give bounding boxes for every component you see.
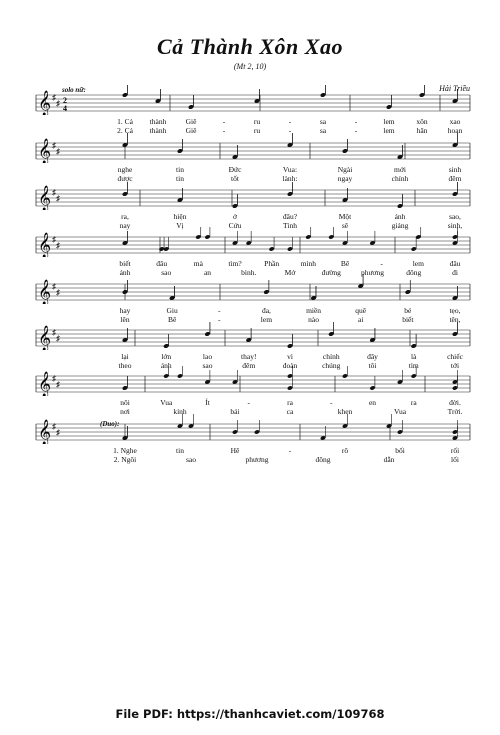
sharp-icon: ♯ (52, 235, 56, 244)
scripture-reference: (Mt 2, 10) (233, 62, 267, 71)
lyric-syllable: Cứu (228, 221, 242, 230)
lyric-syllable: tên, (449, 315, 461, 324)
lyric-syllable: Vị (176, 221, 184, 230)
lyric-syllable: Phần (264, 259, 280, 268)
treble-clef-icon: 𝄞 (38, 280, 52, 304)
lyric-syllable: lem (412, 259, 424, 268)
lyric-syllable: 2. Ngôi (113, 455, 137, 464)
lyric-syllable: an (203, 268, 212, 277)
lyric-syllable: lem (260, 315, 273, 324)
lyric-syllable: đi (452, 268, 458, 277)
sharp-icon: ♯ (56, 334, 60, 343)
lyric-syllable: ra, (121, 212, 129, 221)
lyric-syllable: Bê (340, 259, 350, 268)
music-system (0, 320, 500, 370)
lyric-syllable: 2. Cả (117, 126, 133, 135)
lyric-syllable: phương (360, 268, 385, 277)
solo-direction: solo nữ: (62, 86, 86, 94)
lyric-syllable: nơi (120, 407, 130, 416)
lyric-syllable: tìm (408, 361, 419, 370)
lyric-syllable: - (288, 446, 292, 455)
sharp-icon: ♯ (52, 188, 56, 197)
lyric-syllable: sẽ (341, 221, 349, 230)
lyric-syllable: Vua: (282, 165, 298, 174)
lyric-syllable: sinh, (447, 221, 463, 230)
lyric-syllable: kính (173, 407, 187, 416)
lyric-syllable: Vua (160, 398, 173, 407)
sharp-icon: ♯ (52, 374, 56, 383)
lyric-syllable: lớn (161, 352, 172, 361)
lyric-syllable: ngay (337, 174, 353, 183)
lyric-syllable: đêm (242, 361, 256, 370)
lyric-syllable: chính (322, 352, 340, 361)
lyric-syllable: ánh (160, 361, 172, 370)
lyric-syllable: quê (355, 306, 367, 315)
lyric-syllable: thành (149, 117, 167, 126)
lyric-syllable: bái (230, 407, 240, 416)
music-system (0, 227, 500, 277)
lyric-syllable: tìm? (228, 259, 242, 268)
lyric-syllable: - (330, 398, 333, 407)
staff (0, 133, 500, 163)
lyric-syllable: theo (118, 361, 132, 370)
lyric-syllable: - (218, 315, 221, 324)
lyric-syllable: - (222, 117, 226, 126)
lyric-syllable: biết (402, 315, 414, 324)
lyric-syllable: đời. (449, 398, 461, 407)
lyric-syllable: sao (186, 455, 196, 464)
lyric-syllable: ánh (394, 212, 406, 221)
lyric-syllable: lối (451, 455, 459, 464)
treble-clef-icon: 𝄞 (38, 139, 52, 163)
lyric-syllable: lem (383, 117, 395, 126)
lyric-syllable: Tinh (283, 221, 297, 230)
lyric-syllable: ở (233, 212, 237, 221)
lyric-syllable: đông (315, 455, 331, 464)
lyric-syllable: en (368, 398, 377, 407)
lyric-syllable: bình. (241, 268, 257, 277)
lyric-syllable: nghe (117, 165, 133, 174)
lyric-syllable: đâu? (282, 212, 298, 221)
lyric-syllable: Vua (393, 407, 407, 416)
music-system (0, 366, 500, 416)
sharp-icon: ♯ (52, 141, 56, 150)
lyric-syllable: đường (321, 268, 341, 277)
time-signature-bottom: 4 (63, 104, 67, 113)
lyric-syllable: sa (319, 117, 327, 126)
lyric-syllable: hân (416, 126, 428, 135)
lyric-syllable: - (288, 117, 292, 126)
staff (0, 414, 500, 444)
lyric-syllable: 1. Cả (117, 117, 133, 126)
lyric-syllable: tin (176, 446, 184, 455)
lyric-syllable: xôn (416, 117, 428, 126)
lyric-syllable: chúng (322, 361, 341, 370)
sharp-icon: ♯ (52, 282, 56, 291)
lyric-syllable: tin (176, 165, 184, 174)
sharp-icon: ♯ (52, 93, 56, 102)
lyric-syllable: - (288, 126, 292, 135)
lyric-syllable: nôi (120, 398, 130, 407)
lyric-syllable: đâu (156, 259, 168, 268)
lyric-syllable: tẹo, (449, 306, 461, 315)
lyric-syllable: hiện (173, 212, 187, 221)
lyric-syllable: Giu (166, 306, 178, 315)
lyric-syllable: hay (119, 306, 131, 315)
lyric-syllable: nào (308, 315, 319, 324)
lyric-syllable: đoàn (282, 361, 298, 370)
lyric-syllable: được (117, 174, 133, 183)
lyric-syllable: đâu (449, 259, 461, 268)
lyric-syllable: sao (161, 268, 172, 277)
sharp-icon: ♯ (56, 380, 60, 389)
lyric-syllable: bối (395, 446, 405, 455)
lyric-syllable: dẫn (383, 455, 395, 464)
lyric-syllable: Giê (185, 126, 197, 135)
lyric-syllable: đa, (261, 306, 271, 315)
staff (0, 227, 500, 257)
lyric-syllable: Ít (205, 398, 210, 407)
lyric-syllable: ru (253, 117, 261, 126)
sharp-icon: ♯ (52, 328, 56, 337)
lyric-syllable: nay (119, 221, 131, 230)
lyric-syllable: Mở (284, 268, 296, 277)
time-signature-top: 2 (63, 96, 67, 105)
footer-link[interactable]: File PDF: https://thanhcaviet.com/109768 (115, 707, 385, 721)
lyric-syllable: tin (176, 174, 184, 183)
sharp-icon: ♯ (56, 194, 60, 203)
lyric-syllable: phương (245, 455, 269, 464)
lyric-syllable: - (354, 117, 358, 126)
lyric-syllable: Ngài (337, 165, 353, 174)
lyric-syllable: Đức (228, 165, 242, 174)
staff (0, 274, 500, 304)
lyric-syllable: Bê (167, 315, 177, 324)
sharp-icon: ♯ (56, 99, 60, 108)
lyric-syllable: đêm (448, 174, 462, 183)
lyric-syllable: xao (449, 117, 461, 126)
lyric-syllable: khen (337, 407, 353, 416)
sharp-icon: ♯ (56, 241, 60, 250)
lyric-syllable: hoan (447, 126, 463, 135)
lyric-syllable: tới (450, 361, 460, 370)
lyric-syllable: thành (149, 126, 167, 135)
staff (0, 366, 500, 396)
music-system (0, 180, 500, 230)
lyric-syllable: biết (119, 259, 131, 268)
lyric-syllable: sao, (449, 212, 461, 221)
lyric-syllable: lên (120, 315, 130, 324)
lyric-syllable: mới (394, 165, 406, 174)
lyric-syllable: là (411, 352, 417, 361)
lyric-syllable: Một (338, 212, 352, 221)
sharp-icon: ♯ (56, 428, 60, 437)
music-system (0, 133, 500, 183)
lyric-syllable: ra (287, 398, 293, 407)
lyric-syllable: mình (300, 259, 317, 268)
lyric-syllable: - (222, 126, 226, 135)
lyric-syllable: lem (383, 126, 395, 135)
music-system (0, 414, 500, 464)
lyric-syllable: sao (202, 361, 213, 370)
lyric-syllable: - (218, 306, 221, 315)
lyric-syllable: Hê (230, 446, 240, 455)
staff (0, 180, 500, 210)
treble-clef-icon: 𝄞 (38, 91, 52, 115)
lyric-syllable: lành: (282, 174, 298, 183)
song-title: Cả Thành Xôn Xao (157, 34, 343, 59)
lyric-syllable: ca (286, 407, 294, 416)
lyric-syllable: miền (306, 306, 322, 315)
lyric-syllable: tốt (231, 174, 239, 183)
lyric-syllable: lao (202, 352, 213, 361)
lyric-syllable: 1. Nghe (113, 446, 137, 455)
lyric-syllable: sa (319, 126, 327, 135)
lyric-syllable: chính (391, 174, 409, 183)
lyric-syllable: ra (410, 398, 417, 407)
treble-clef-icon: 𝄞 (38, 420, 52, 444)
lyric-syllable: chiếc (447, 352, 463, 361)
lyric-line (0, 455, 500, 465)
sharp-icon: ♯ (56, 147, 60, 156)
lyric-syllable: thay! (241, 352, 257, 361)
lyric-syllable: giáng (391, 221, 409, 230)
treble-clef-icon: 𝄞 (38, 186, 52, 210)
duo-direction: (Duo): (100, 420, 120, 428)
lyric-syllable: tôi (368, 361, 377, 370)
lyric-syllable: rô (341, 446, 349, 455)
staff (0, 320, 500, 350)
lyric-syllable: ru (253, 126, 261, 135)
lyric-syllable: đây (367, 352, 378, 361)
treble-clef-icon: 𝄞 (38, 326, 52, 350)
lyric-syllable: ánh (119, 268, 131, 277)
lyric-syllable: đông (406, 268, 422, 277)
sharp-icon: ♯ (56, 288, 60, 297)
treble-clef-icon: 𝄞 (38, 372, 52, 396)
lyric-syllable: bé (404, 306, 412, 315)
lyric-syllable: mà (193, 259, 203, 268)
lyric-syllable: - (380, 259, 383, 268)
lyric-syllable: vì (287, 352, 293, 361)
lyric-syllable: sinh (448, 165, 462, 174)
lyric-syllable: ai (357, 315, 364, 324)
sharp-icon: ♯ (52, 422, 56, 431)
music-system (0, 274, 500, 324)
lyric-syllable: rối (450, 446, 460, 455)
treble-clef-icon: 𝄞 (38, 233, 52, 257)
lyric-syllable: Trời. (447, 407, 463, 416)
composer-name: Hải Triều (439, 84, 470, 93)
lyric-syllable: Giê (185, 117, 197, 126)
lyric-syllable: lại (121, 352, 129, 361)
lyric-syllable: - (247, 398, 250, 407)
lyric-syllable: - (354, 126, 358, 135)
